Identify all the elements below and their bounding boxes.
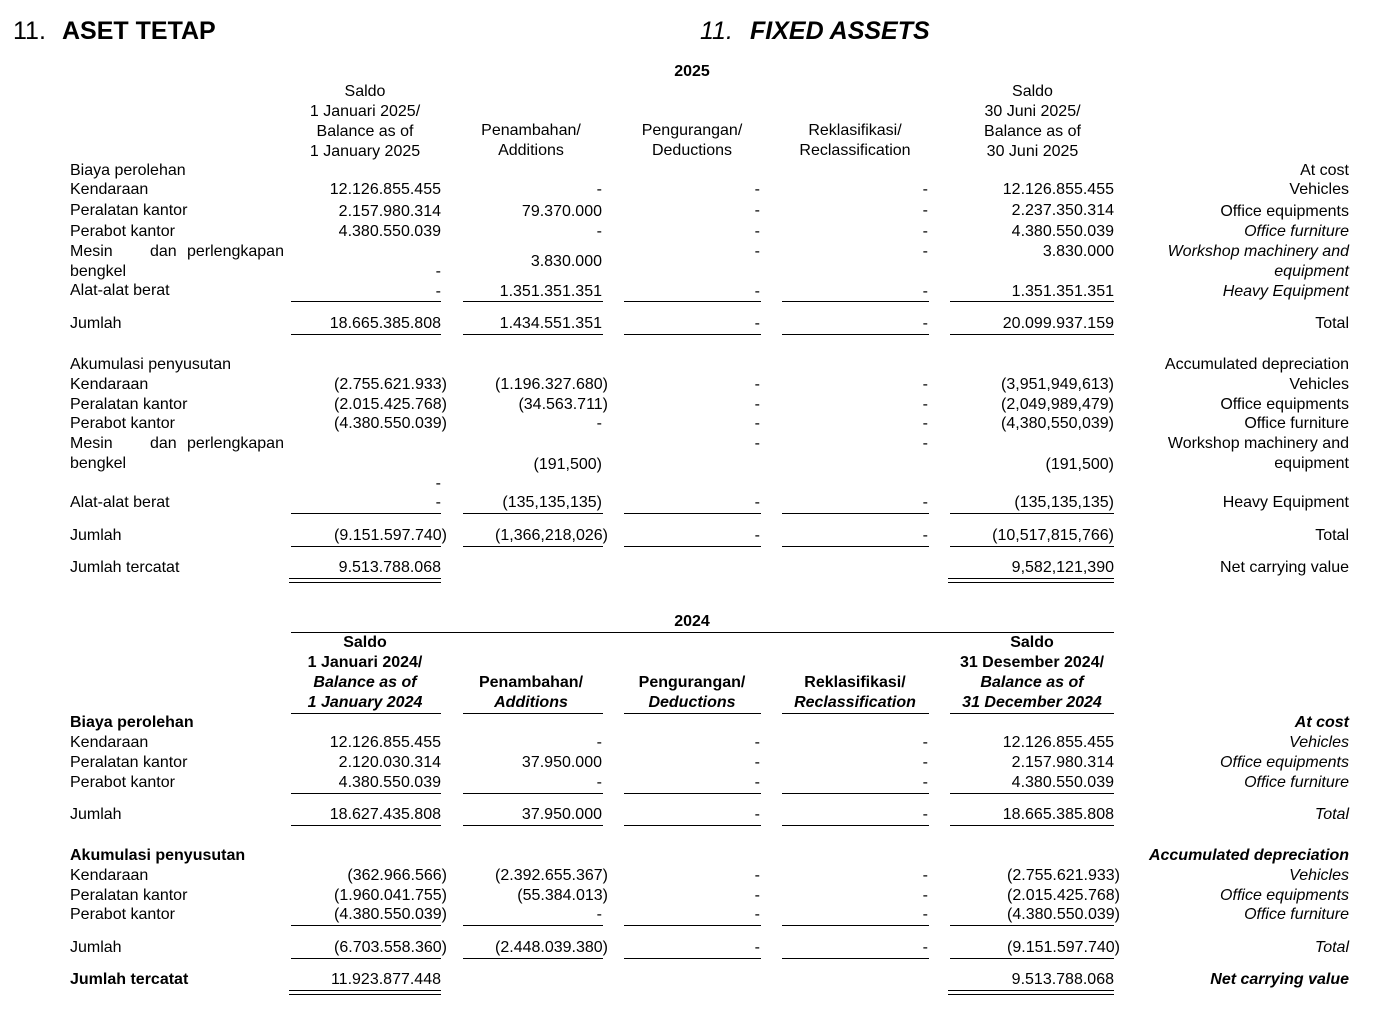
year-header-2024: 2024	[674, 613, 710, 630]
cost-heading-en: At cost	[1300, 162, 1349, 179]
col-header-opening-2024: Saldo 1 Januari 2024/ Balance as of 1 January 2024	[307, 634, 423, 711]
depreciation-heading: Akumulasi penyusutan	[70, 356, 231, 373]
cost-heading: Biaya perolehan	[70, 162, 186, 179]
col-header-deductions-2024: Pengurangan/ Deductions	[638, 674, 746, 711]
depreciation-heading-en: Accumulated depreciation	[1164, 356, 1349, 373]
col-header-reclass-2025: Reklasifikasi/ Reclassification	[799, 122, 911, 159]
col-header-reclass-2024: Reklasifikasi/ Reclassification	[794, 674, 916, 711]
col-header-opening-2025: Saldo 1 Januari 2025/ Balance as of 1 January 2025	[309, 83, 421, 160]
col-header-closing-2025: Saldo 30 Juni 2025/ Balance as of 30 Juni 2025	[984, 83, 1081, 160]
col-header-deductions-2025: Pengurangan/ Deductions	[641, 122, 743, 159]
section-number-right: 11.	[700, 17, 733, 45]
year-header-2025: 2025	[674, 63, 710, 80]
section-title-id: ASET TETAP	[62, 17, 216, 45]
col-header-closing-2024: Saldo 31 Desember 2024/ Balance as of 31 December 2024	[959, 634, 1105, 711]
col-header-additions-2025: Penambahan/ Additions	[481, 122, 581, 159]
depreciation-heading: Akumulasi penyusutan	[70, 847, 246, 864]
depreciation-heading-en: Accumulated depreciation	[1148, 847, 1349, 864]
cost-heading: Biaya perolehan	[70, 714, 194, 731]
cost-heading-en: At cost	[1294, 714, 1349, 731]
section-title-en: FIXED ASSETS	[750, 17, 930, 45]
section-number-left: 11.	[13, 17, 46, 45]
col-header-additions-2024: Penambahan/ Additions	[478, 674, 584, 711]
